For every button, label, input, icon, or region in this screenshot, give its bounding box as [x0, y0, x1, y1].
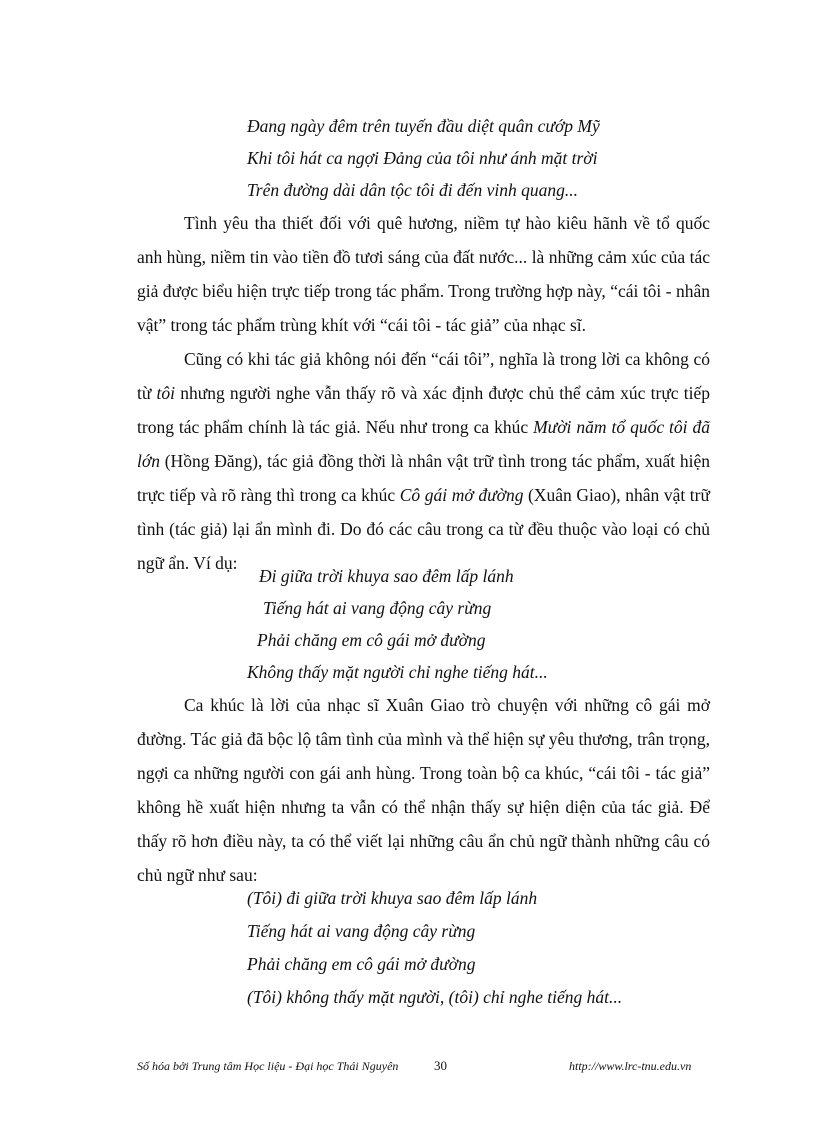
footer-source: Số hóa bởi Trung tâm Học liệu - Đại học Thái Nguyên — [137, 1059, 399, 1073]
song-title-co-gai-mo-duong: Cô gái mở đường — [399, 485, 524, 505]
verse1-line-1: Đang ngày đêm trên tuyến đầu diệt quân cướp Mỹ — [247, 116, 600, 136]
footer-url: http://www.lrc-tnu.edu.vn — [569, 1059, 692, 1073]
verse3-line-3: Phải chăng em cô gái mở đường — [247, 954, 476, 974]
verse2-line-4: Không thấy mặt người chỉ nghe tiếng hát... — [247, 662, 548, 682]
verse1-line-2: Khi tôi hát ca ngợi Đảng của tôi như ánh mặt trời — [247, 148, 598, 168]
verse3-line-2: Tiếng hát ai vang động cây rừng — [247, 921, 476, 941]
song-title-muoi-nam: Mười năm tổ quốc tôi đã lớn — [137, 417, 710, 471]
paragraph-2-part-2: nhưng người nghe vẫn thấy rõ và xác định được chủ thể cảm xúc trực tiếp trong tác phẩm chính là tác giả. Nếu như trong ca khúc — [137, 383, 710, 437]
verse1-line-3: Trên đường dài dân tộc tôi đi đến vinh quang... — [247, 180, 578, 200]
verse2-line-3: Phải chăng em cô gái mở đường — [257, 630, 486, 650]
verse3-line-4: (Tôi) không thấy mặt người, (tôi) chỉ nghe tiếng hát... — [247, 987, 623, 1007]
paragraph-3 — [137, 688, 710, 892]
paragraph-2 — [137, 342, 710, 580]
paragraph-3-text: Ca khúc là lời của nhạc sĩ Xuân Giao trò chuyện với những cô gái mở đường. Tác giả đã bộc lộ tâm tình của mình và thể hiện sự yêu thương, trân trọng, ngợi ca những người con gái anh hùng. Trong toàn bộ ca khúc, “cái tôi - tác giả” không hề xuất hiện nhưng ta vẫn có thể nhận thấy sự hiện diện của tác giả. Để thấy rõ hơn điều này, ta có thể viết lại những câu ẩn chủ ngữ thành những câu có chủ ngữ như sau: — [137, 695, 710, 885]
verse3-line-1: (Tôi) đi giữa trời khuya sao đêm lấp lánh — [247, 888, 538, 908]
paragraph-2-part-3: (Hồng Đăng), tác giả đồng thời là nhân vật trữ tình trong tác phẩm, xuất hiện trực tiếp và rõ ràng thì trong ca khúc — [137, 451, 710, 505]
paragraph-1 — [137, 206, 710, 342]
paragraph-2-part-4: (Xuân Giao), nhân vật trữ tình (tác giả) lại ẩn mình đi. Do đó các câu trong ca từ đều thuộc vào loại có chủ ngữ ẩn. Ví dụ: — [137, 485, 710, 573]
word-toi: tôi — [156, 383, 176, 403]
paragraph-1-text: Tình yêu tha thiết đối với quê hương, niềm tự hào kiêu hãnh về tổ quốc anh hùng, niềm tin vào tiền đồ tươi sáng của đất nước... là những cảm xúc của tác giả được biểu hiện trực tiếp trong tác phẩm. Trong trường hợp này, “cái tôi - nhân vật” trong tác phẩm trùng khít với “cái tôi - tác giả” của nhạc sĩ. — [137, 213, 710, 335]
footer-page-number: 30 — [434, 1058, 447, 1073]
verse2-line-2: Tiếng hát ai vang động cây rừng — [263, 598, 492, 618]
paragraph-2-text — [137, 342, 710, 580]
paragraph-2-part-1: Cũng có khi tác giả không nói đến “cái tôi”, nghĩa là trong lời ca không có từ — [137, 349, 710, 403]
verse2-line-1: Đi giữa trời khuya sao đêm lấp lánh — [259, 566, 514, 586]
